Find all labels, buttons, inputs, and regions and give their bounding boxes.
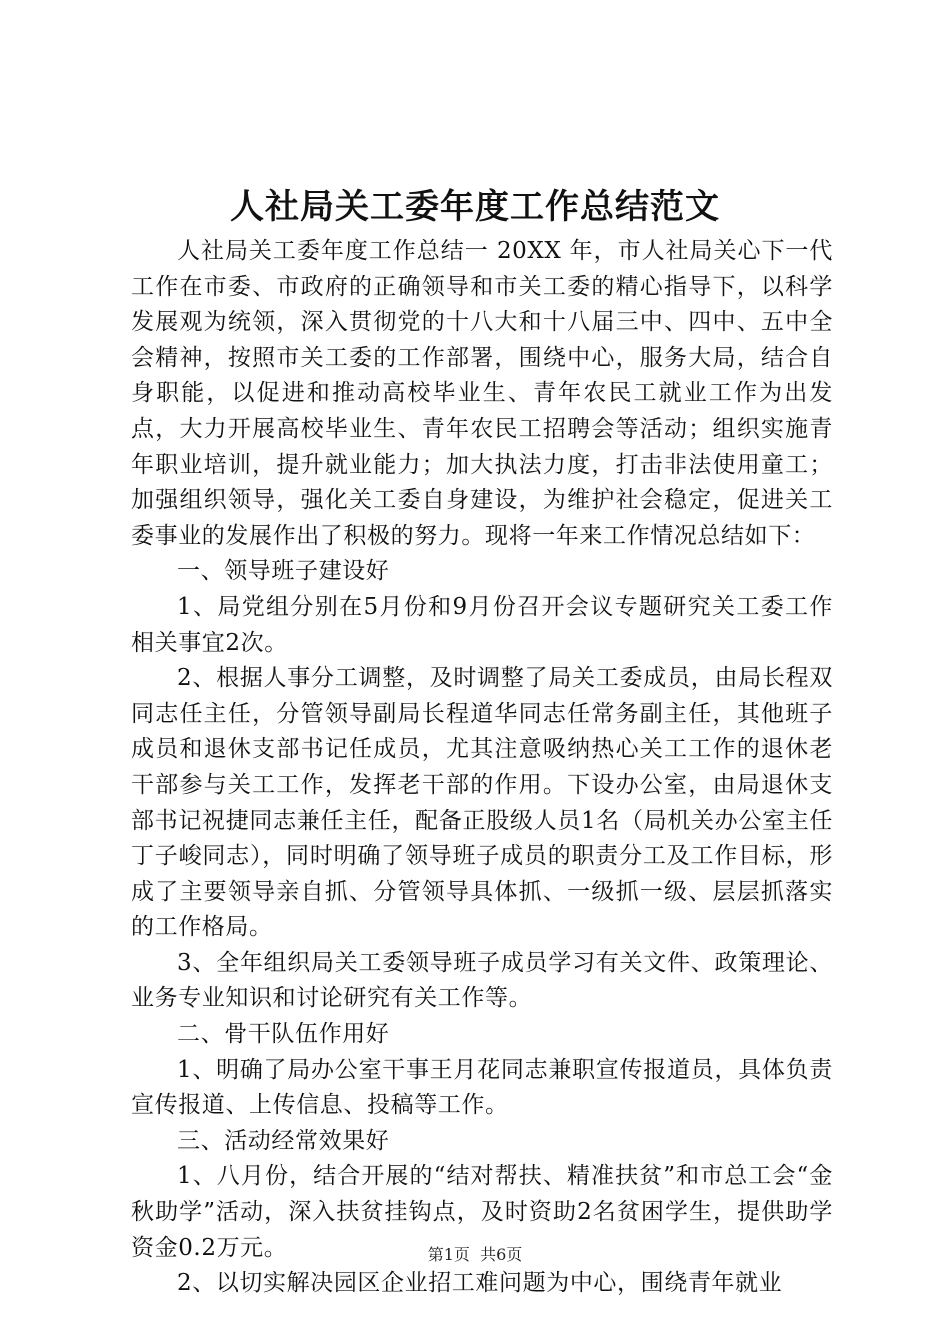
paragraph-intro: 人社局关工委年度工作总结一 20XX 年，市人社局关心下一代工作在市委、市政府的正确领导和市关工委的精心指导下，以科学发展观为统领，深入贯彻党的十八大和十八届三中、四中、五中全会精神，按照市关工委的工作部署，围绕中心，服务大局，结合自身职能，以促进和推动高校毕业生、青年农民工就业工作为出发点，大力开展高校毕业生、青年农民工招聘会等活动；组织实施青年职业培训，提升就业能力；加大执法力度，打击非法使用童工；加强组织领导，强化关工委自身建设，为维护社会稳定，促进关工委事业的发展作出了积极的努力。现将一年来工作情况总结如下： [131, 238, 833, 549]
paragraph-item: 1、局党组分别在5月份和9月份召开会议专题研究关工委工作相关事宜2次。 [131, 593, 833, 656]
document-title: 人社局关工委年度工作总结范文 [230, 187, 720, 227]
paragraph-item: 1、明确了局办公室干事王月花同志兼职宣传报道员，具体负责宣传报道、上传信息、投稿等工作。 [131, 1056, 833, 1119]
paragraph-item: 2、以切实解决园区企业招工难问题为中心，围绕青年就业 [177, 1270, 783, 1297]
section-heading-3: 三、活动经常效果好 [177, 1127, 390, 1154]
paragraph-item: 3、全年组织局关工委领导班子成员学习有关文件、政策理论、业务专业知识和讨论研究有关工作等。 [131, 949, 833, 1012]
paragraph-item: 1、八月份，结合开展的“结对帮扶、精准扶贫”和市总工会“金秋助学”活动，深入扶贫挂钩点，及时资助2名贫困学生，提供助学资金0.2万元。 [131, 1163, 833, 1261]
section-heading-2: 二、骨干队伍作用好 [177, 1021, 390, 1048]
section-heading-1: 一、领导班子建设好 [177, 558, 390, 585]
page-number: 第1页 共6页 [427, 1245, 523, 1264]
paragraph-item: 2、根据人事分工调整，及时调整了局关工委成员，由局长程双同志任主任，分管领导副局长程道华同志任常务副主任，其他班子成员和退休支部书记任成员，尤其注意吸纳热心关工工作的退休老干部参与关工工作，发挥老干部的作用。下设办公室，由局退休支部书记祝捷同志兼任主任，配备正股级人员1名（局机关办公室主任丁子峻同志），同时明确了领导班子成员的职责分工及工作目标，形成了主要领导亲自抓、分管领导具体抓、一级抓一级、层层抓落实的工作格局。 [131, 665, 833, 941]
document-body [131, 234, 833, 1302]
page-footer [0, 1244, 950, 1266]
